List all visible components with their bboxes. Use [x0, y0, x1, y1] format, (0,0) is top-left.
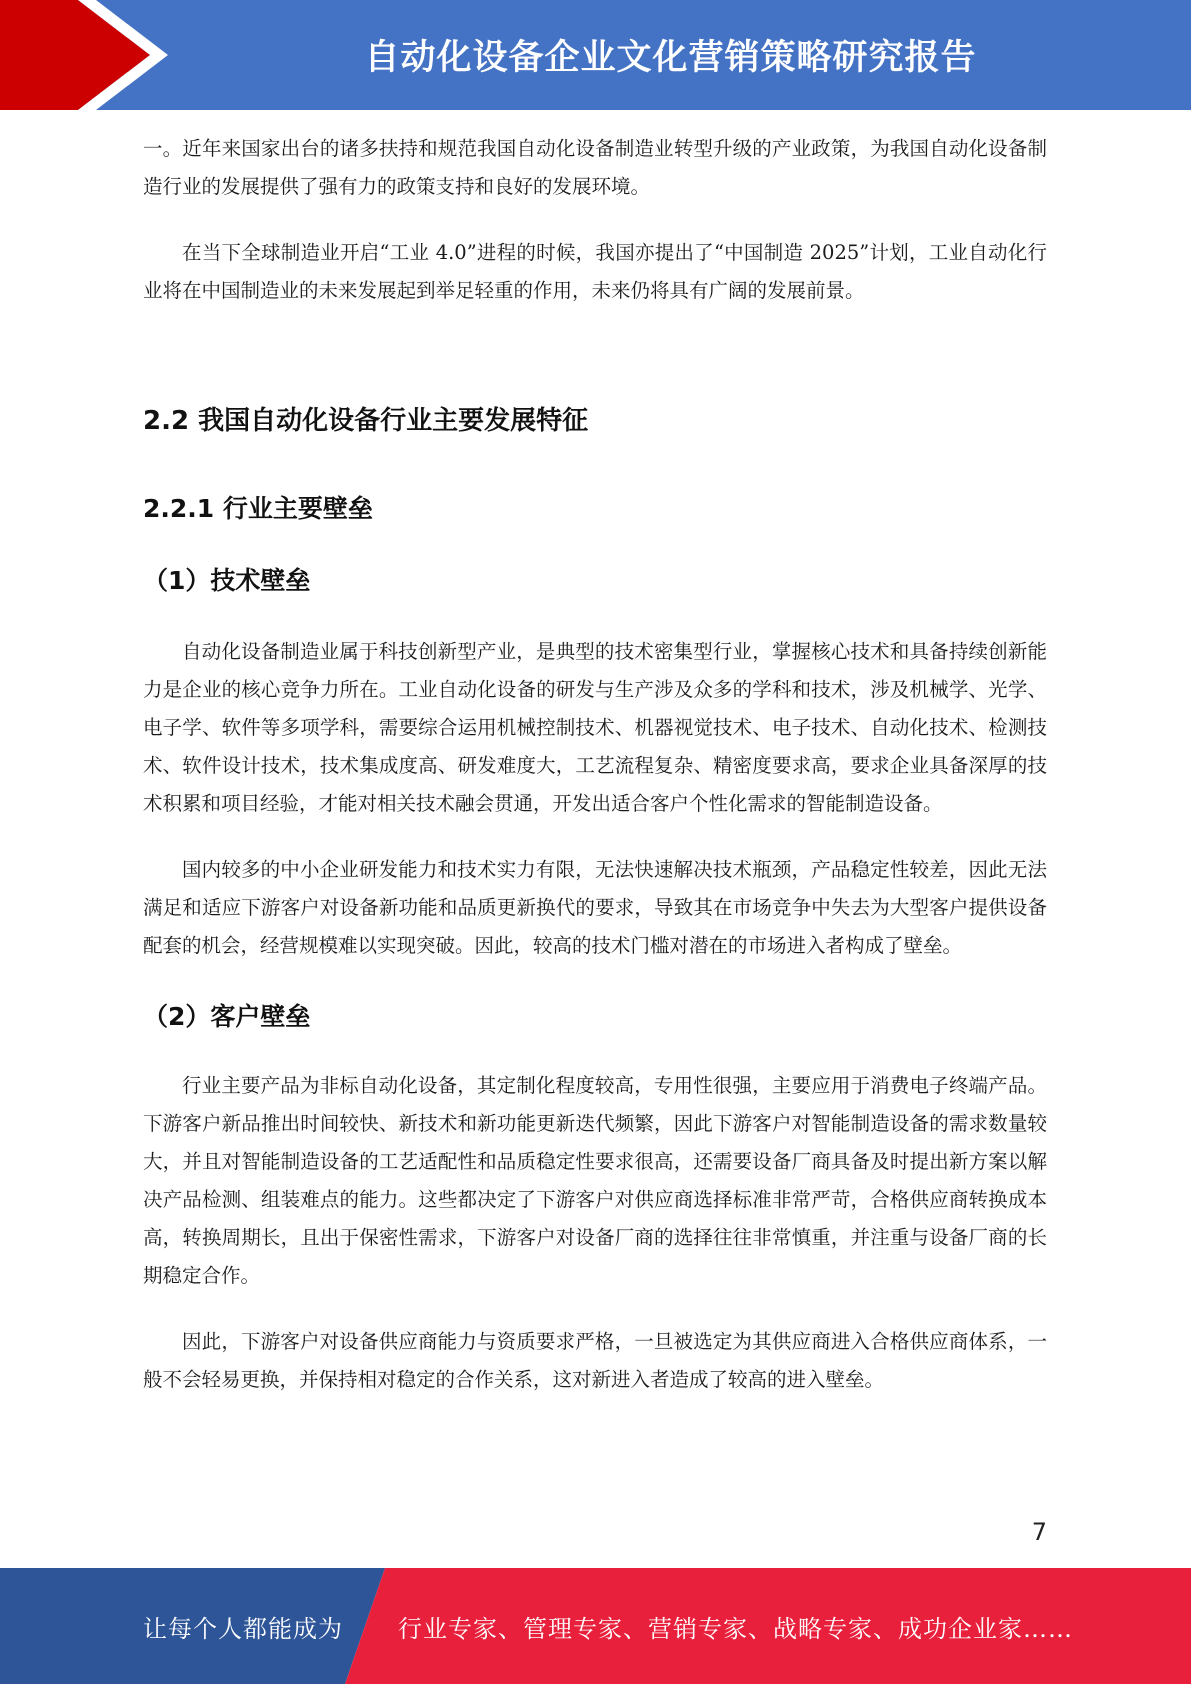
paragraph-policy: 一。近年来国家出台的诸多扶持和规范我国自动化设备制造业转型升级的产业政策，为我国自动化设备制造行业的发展提供了强有力的政策支持和良好的发展环境。	[143, 137, 1047, 198]
report-title: 自动化设备企业文化营销策略研究报告	[364, 38, 977, 78]
paragraph-customer-barrier-1: 行业主要产品为非标自动化设备，其定制化程度较高，专用性很强，主要应用于消费电子终端产品。下游客户新品推出时间较快、新技术和新功能更新迭代频繁，因此下游客户对智能制造设备的需求数量较大，并且对智能制造设备的工艺适配性和品质稳定性要求很高，还需要设备厂商具备及时提出新方案以解决产品检测、组装难点的能力。这些都决定了下游客户对供应商选择标准非常严苛，合格供应商转换成本高，转换周期长，且出于保密性需求，下游客户对设备厂商的选择往往非常慎重，并注重与设备厂商的长期稳定合作。	[143, 1074, 1047, 1287]
page-number: 7	[1031, 1518, 1047, 1546]
document-body	[143, 130, 1047, 1399]
paragraph-tech-barrier-1: 自动化设备制造业属于科技创新型产业，是典型的技术密集型行业，掌握核心技术和具备持续创新能力是企业的核心竞争力所在。工业自动化设备的研发与生产涉及众多的学科和技术，涉及机械学、光学、电子学、软件等多项学科，需要综合运用机械控制技术、机器视觉技术、电子技术、自动化技术、检测技术、软件设计技术，技术集成度高、研发难度大，工艺流程复杂、精密度要求高，要求企业具备深厚的技术积累和项目经验，才能对相关技术融会贯通，开发出适合客户个性化需求的智能制造设备。	[143, 640, 1047, 815]
page-footer	[0, 1568, 1191, 1684]
subheading-tech-barrier: （1）技术壁垒	[143, 566, 311, 595]
subheading-customer-barrier: （2）客户壁垒	[143, 1002, 311, 1031]
footer-slogan-right: 行业专家、管理专家、营销专家、战略专家、成功企业家……	[398, 1614, 1073, 1643]
page-header	[0, 0, 1191, 110]
section-heading-2-2: 2.2 我国自动化设备行业主要发展特征	[143, 406, 589, 436]
paragraph-customer-barrier-2: 因此，下游客户对设备供应商能力与资质要求严格，一旦被选定为其供应商进入合格供应商体系，一般不会轻易更换，并保持相对稳定的合作关系，这对新进入者造成了较高的进入壁垒。	[143, 1330, 1047, 1391]
paragraph-industry-4: 在当下全球制造业开启“工业 4.0”进程的时候，我国亦提出了“中国制造 2025”计划，工业自动化行业将在中国制造业的未来发展起到举足轻重的作用，未来仍将具有广阔的发展前景。	[143, 241, 1047, 302]
header-red-block	[0, 0, 150, 110]
footer-slogan-left: 让每个人都能成为	[143, 1614, 343, 1643]
section-heading-2-2-1: 2.2.1 行业主要壁垒	[143, 494, 373, 523]
paragraph-tech-barrier-2: 国内较多的中小企业研发能力和技术实力有限，无法快速解决技术瓶颈，产品稳定性较差，因此无法满足和适应下游客户对设备新功能和品质更新换代的要求，导致其在市场竞争中失去为大型客户提供设备配套的机会，经营规模难以实现突破。因此，较高的技术门槛对潜在的市场进入者构成了壁垒。	[143, 858, 1047, 957]
